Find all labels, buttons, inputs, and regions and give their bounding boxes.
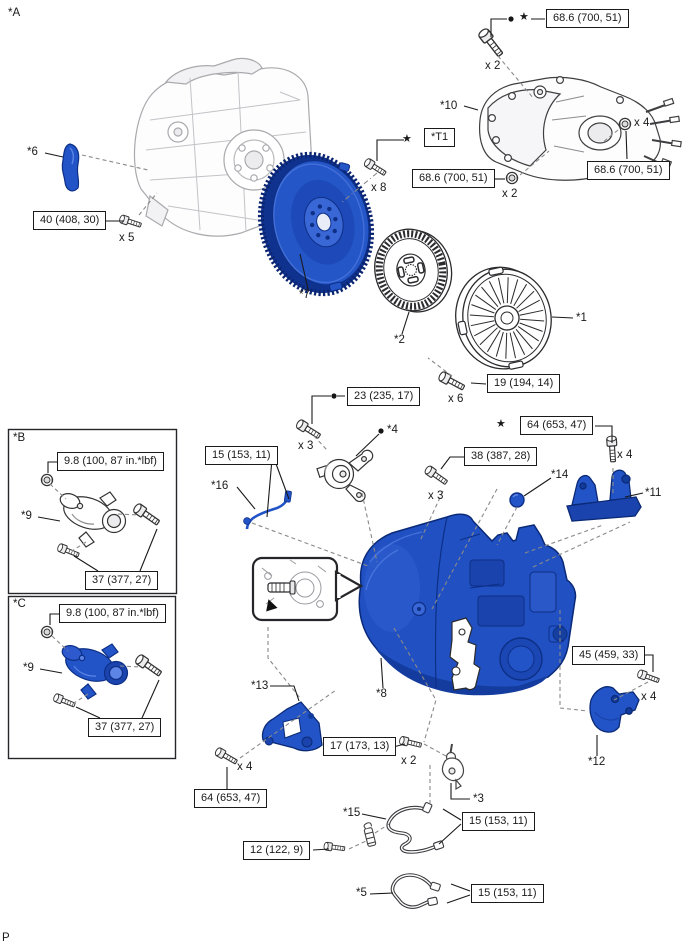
part-label-8: *8: [376, 688, 387, 700]
torque-box-starter-b-bolts: 37 (377, 27): [85, 571, 158, 590]
torque-box-starter-c-nut: 9.8 (100, 87 in.*lbf): [59, 604, 166, 623]
page-footer-label: P: [2, 932, 10, 944]
torque-box-tube-5: 15 (153, 11): [471, 884, 544, 903]
part-label-6: *6: [27, 146, 38, 158]
torque-box-bracket-12: 45 (459, 33): [572, 646, 645, 665]
qty-label-x6: x 6: [448, 393, 464, 405]
bracket-13-part: [262, 702, 322, 751]
part-label-7: *7: [299, 289, 310, 301]
transaxle-part: [359, 514, 575, 695]
starter-motor-c-part: [60, 643, 127, 699]
clutch-line-damper-part: [442, 744, 463, 789]
qty-label-x4-64b: x 4: [237, 761, 253, 773]
torque-box-bracket-13: 64 (653, 47): [194, 789, 267, 808]
inset-callout: [253, 558, 361, 620]
torque-box-release-cyl: 23 (235, 17): [347, 387, 420, 406]
qty-label-x2-mid: x 2: [502, 188, 518, 200]
qty-label-x4-case: x 4: [634, 117, 650, 129]
torque-box-bracket-13-bolt: 17 (173, 13): [323, 737, 396, 756]
star-icon: ★: [496, 418, 506, 430]
qty-label-x3-38: x 3: [428, 490, 444, 502]
dot-icon: [508, 16, 513, 21]
torque-box-case-top: 68.6 (700, 51): [546, 9, 629, 28]
qty-label-x8: x 8: [371, 182, 387, 194]
part-label-16: *16: [211, 480, 229, 492]
view-label-a: *A: [8, 7, 21, 19]
part-label-10: *10: [440, 100, 458, 112]
part-label-2: *2: [394, 334, 405, 346]
release-cylinder-part: [317, 450, 373, 501]
qty-label-x4-45: x 4: [641, 691, 657, 703]
starter-motor-b-part: [58, 491, 125, 547]
torque-box-tube-15: 15 (153, 11): [462, 812, 535, 831]
torque-box-case-mid: 68.6 (700, 51): [412, 169, 495, 188]
star-icon: ★: [519, 11, 529, 23]
plug-14-part: [510, 493, 524, 507]
part-label-15: *15: [343, 807, 361, 819]
qty-label-x2-top: x 2: [485, 60, 501, 72]
qty-label-x5: x 5: [119, 232, 135, 244]
part-6-clip: [62, 144, 78, 191]
part-label-14: *14: [551, 469, 569, 481]
torque-box-starter-b-nut: 9.8 (100, 87 in.*lbf): [57, 452, 164, 471]
part-label-3: *3: [473, 793, 484, 805]
clutch-tube-15-part: [388, 802, 444, 852]
tube-clamp-part: [363, 822, 377, 846]
part-label-1: *1: [576, 312, 587, 324]
transformation-tag-box-t1: *T1: [424, 128, 455, 147]
bracket-12-part: [590, 687, 639, 732]
qty-label-x4-64t: x 4: [617, 449, 633, 461]
part-label-13: *13: [251, 680, 269, 692]
view-label-c: *C: [13, 598, 26, 610]
torque-box-mount-bolt: 38 (387, 28): [464, 447, 537, 466]
torque-box-clamp-bolt: 12 (122, 9): [243, 841, 310, 860]
star-icon: ★: [402, 133, 412, 145]
qty-label-x2-17: x 2: [401, 755, 417, 767]
torque-box-tube-16: 15 (153, 11): [205, 446, 278, 465]
qty-label-x3-23: x 3: [298, 440, 314, 452]
dot-icon: [331, 393, 336, 398]
part-label-9b: *9: [21, 510, 32, 522]
part-label-11: *11: [645, 487, 662, 499]
part-label-4: *4: [387, 424, 398, 436]
view-label-b: *B: [13, 432, 26, 444]
clutch-tube-5-part: [392, 875, 440, 907]
torque-box-starter-c-bolts: 37 (377, 27): [88, 718, 161, 737]
torque-box-clutch-cover: 19 (194, 14): [487, 374, 560, 393]
clutch-disc-part: [367, 222, 459, 320]
clutch-cover-part: [446, 258, 560, 379]
dot-icon: [378, 428, 383, 433]
torque-box-case-right: 68.6 (700, 51): [587, 161, 670, 180]
torque-box-bracket-11: 64 (653, 47): [520, 416, 593, 435]
part-label-12: *12: [588, 756, 606, 768]
part-label-9c: *9: [23, 662, 34, 674]
torque-box-flywheel: 40 (408, 30): [33, 211, 106, 230]
part-label-5: *5: [356, 887, 367, 899]
